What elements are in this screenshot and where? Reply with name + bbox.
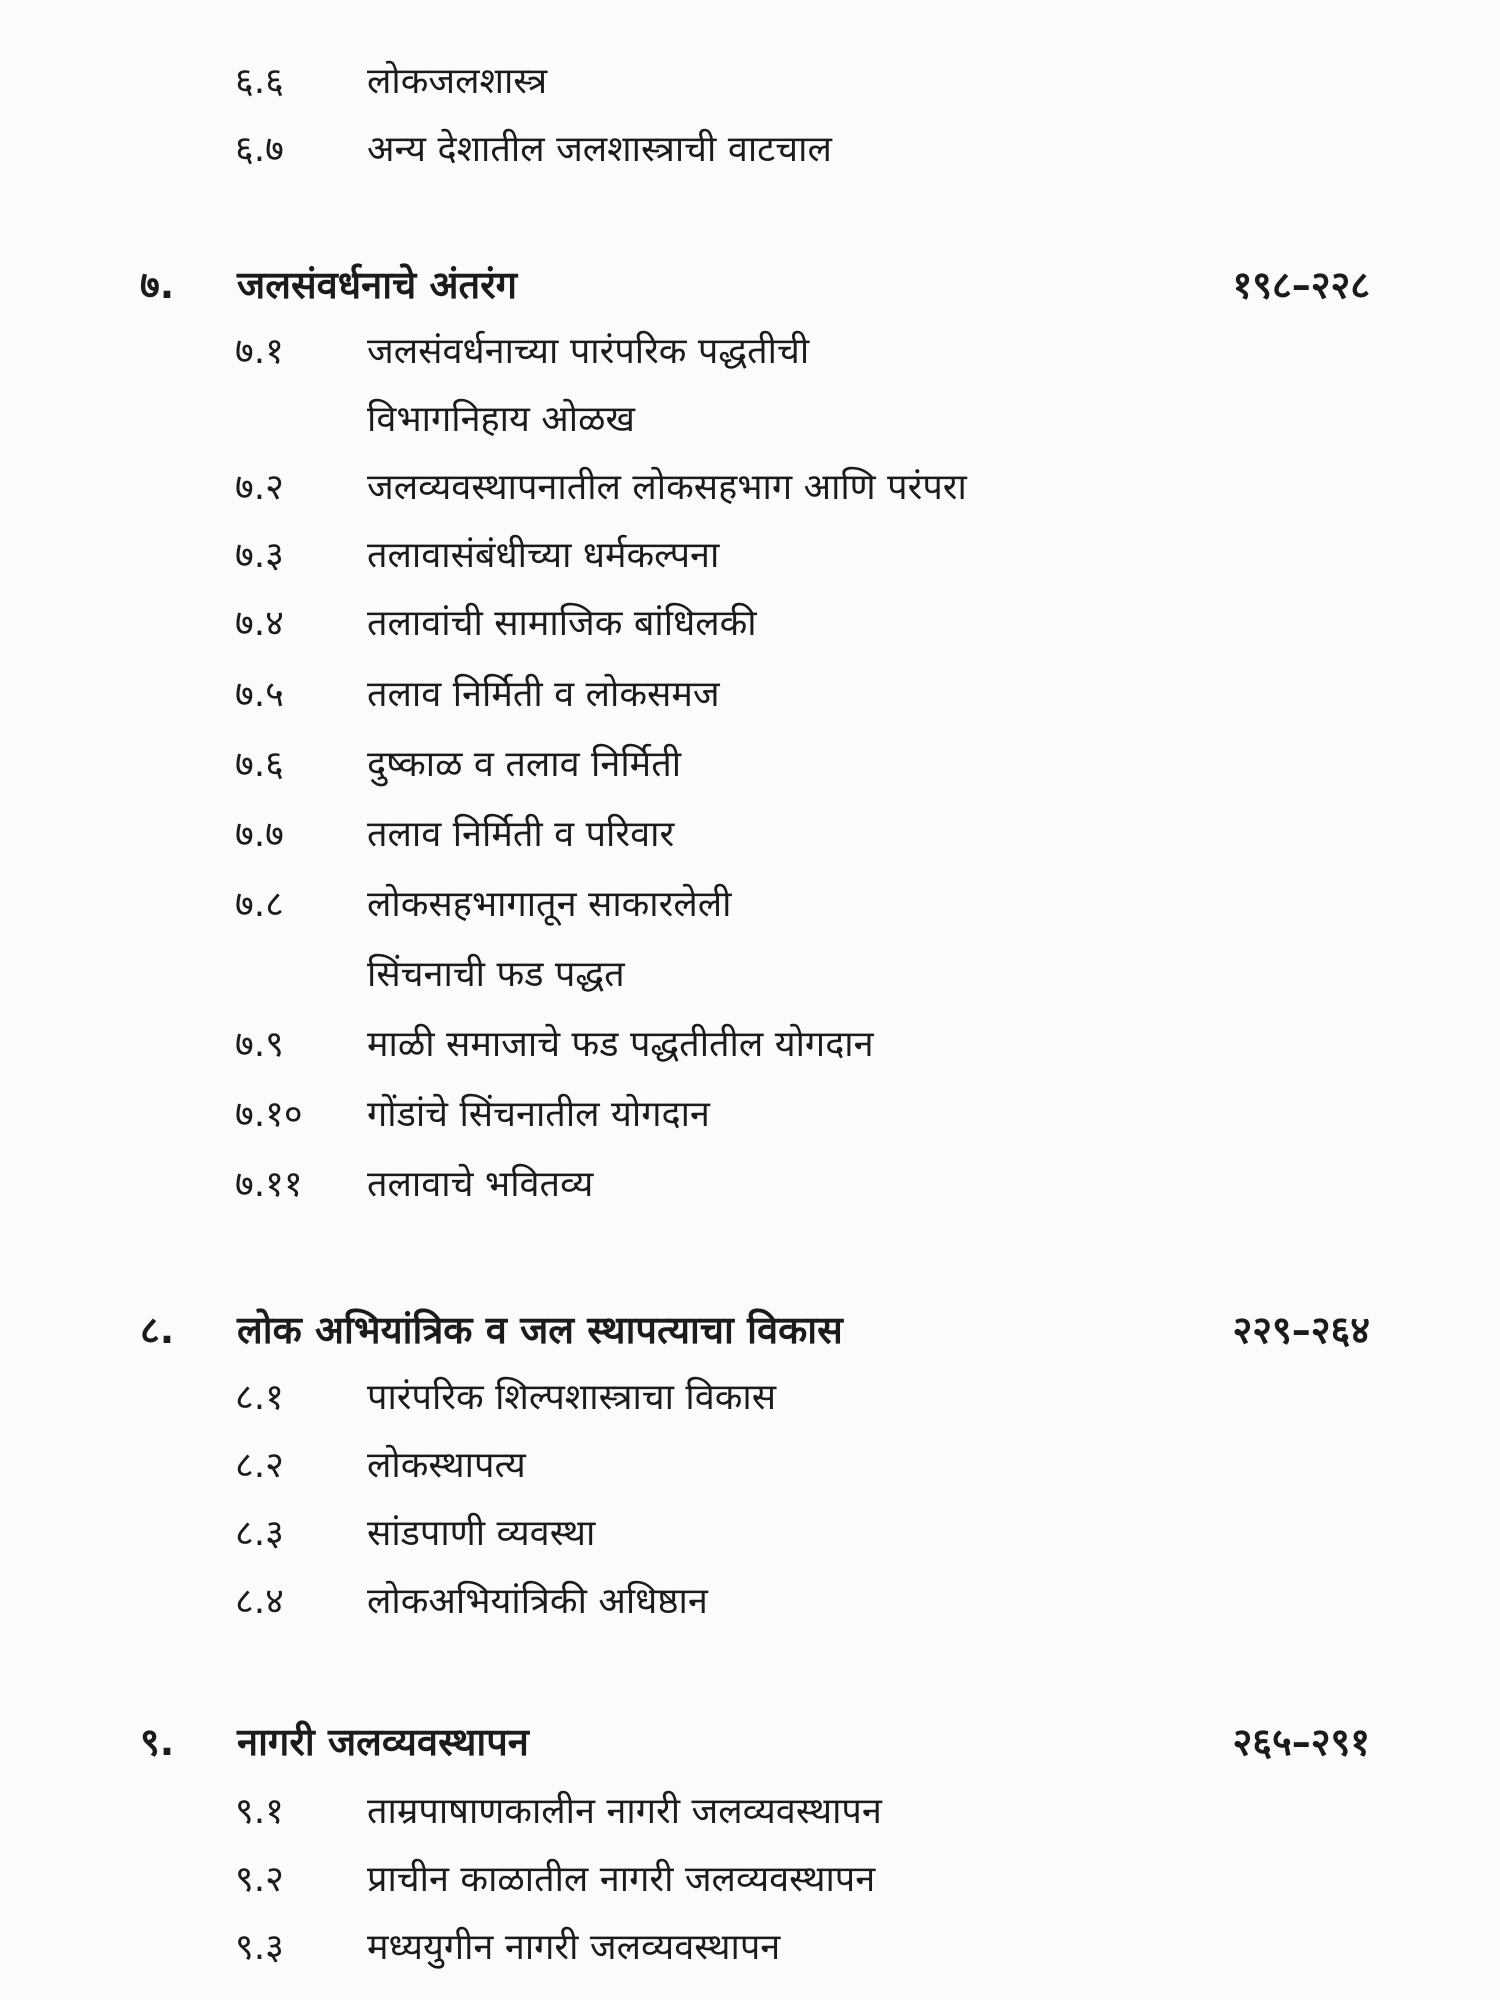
section-title: तलाव निर्मिती व लोकसमज	[367, 674, 720, 715]
chapter-number: ८.	[140, 1308, 175, 1352]
toc-entry-8-2	[235, 1436, 1365, 1496]
section-number: ८.३	[235, 1513, 284, 1554]
section-title-continued: सिंचनाची फड पद्धत	[367, 954, 625, 995]
toc-entry-8-1	[235, 1368, 1365, 1428]
toc-entry-6-6	[235, 52, 1365, 112]
chapter-title: नागरी जलव्यवस्थापन	[237, 1720, 529, 1764]
toc-entry-7-9	[235, 1015, 1365, 1075]
section-title: ताम्रपाषाणकालीन नागरी जलव्यवस्थापन	[367, 1791, 882, 1832]
chapter-title: लोक अभियांत्रिक व जल स्थापत्याचा विकास	[237, 1308, 843, 1352]
section-number: ६.७	[235, 129, 284, 170]
section-title: तलावाचे भवितव्य	[367, 1164, 594, 1205]
toc-entry-7-1	[235, 322, 1365, 382]
section-number: ७.९	[235, 1024, 284, 1065]
chapter-page-range: २६५–२९१	[1232, 1720, 1370, 1764]
section-number: ७.५	[235, 674, 284, 715]
toc-entry-7-2	[235, 458, 1365, 518]
section-title: सांडपाणी व्यवस्था	[367, 1513, 596, 1554]
chapter-page-range: २२९–२६४	[1232, 1308, 1370, 1352]
section-number: ७.४	[235, 603, 284, 644]
toc-entry-7-1-continued	[235, 390, 1365, 450]
section-title: माळी समाजाचे फड पद्धतीतील योगदान	[367, 1024, 874, 1065]
chapter-title: जलसंवर्धनाचे अंतरंग	[237, 263, 518, 307]
section-number: ८.२	[235, 1445, 284, 1486]
section-title: जलव्यवस्थापनातील लोकसहभाग आणि परंपरा	[367, 467, 967, 508]
section-number: ७.१०	[235, 1094, 303, 1135]
toc-entry-7-7	[235, 805, 1365, 865]
section-title: दुष्काळ व तलाव निर्मिती	[367, 744, 682, 785]
toc-entry-9-3	[235, 1918, 1365, 1978]
section-number: ८.४	[235, 1581, 284, 1622]
toc-entry-6-7	[235, 120, 1365, 180]
toc-chapter-9	[140, 1712, 1370, 1772]
toc-entry-9-1	[235, 1782, 1365, 1842]
toc-entry-7-8	[235, 875, 1365, 935]
section-title: लोकअभियांत्रिकी अधिष्ठान	[367, 1581, 708, 1622]
section-title: गोंडांचे सिंचनातील योगदान	[367, 1094, 710, 1135]
section-title: लोकसहभागातून साकारलेली	[367, 884, 732, 925]
section-title: तलाव निर्मिती व परिवार	[367, 814, 675, 855]
toc-entry-7-11	[235, 1155, 1365, 1215]
section-number: ६.६	[235, 61, 284, 102]
toc-entry-7-8-continued	[235, 945, 1365, 1005]
section-title: प्राचीन काळातील नागरी जलव्यवस्थापन	[367, 1859, 876, 1900]
toc-chapter-8	[140, 1300, 1370, 1360]
section-number: ७.३	[235, 535, 284, 576]
section-number: ७.१	[235, 331, 284, 372]
section-title: अन्य देशातील जलशास्त्राची वाटचाल	[367, 129, 832, 170]
toc-entry-7-6	[235, 735, 1365, 795]
toc-entry-7-3	[235, 526, 1365, 586]
section-number: ७.११	[235, 1164, 303, 1205]
section-title: लोकस्थापत्य	[367, 1445, 526, 1486]
toc-entry-7-10	[235, 1085, 1365, 1145]
section-number: ९.१	[235, 1791, 284, 1832]
section-number: ७.६	[235, 744, 284, 785]
section-number: ८.१	[235, 1377, 284, 1418]
toc-entry-7-4	[235, 594, 1365, 654]
section-title: लोकजलशास्त्र	[367, 61, 548, 102]
section-title-continued: विभागनिहाय ओळख	[367, 399, 635, 440]
chapter-number: ७.	[140, 263, 175, 307]
toc-entry-8-4	[235, 1572, 1365, 1632]
chapter-page-range: १९८–२२८	[1232, 263, 1370, 307]
section-title: मध्ययुगीन नागरी जलव्यवस्थापन	[367, 1927, 781, 1968]
chapter-number: ९.	[140, 1720, 175, 1764]
toc-entry-9-2	[235, 1850, 1365, 1910]
toc-chapter-7	[140, 255, 1370, 315]
section-title: तलावांची सामाजिक बांधिलकी	[367, 603, 757, 644]
section-number: ७.८	[235, 884, 284, 925]
section-number: ७.२	[235, 467, 284, 508]
section-number: ९.२	[235, 1859, 284, 1900]
section-number: ७.७	[235, 814, 284, 855]
section-title: तलावासंबंधीच्या धर्मकल्पना	[367, 535, 720, 576]
section-title: पारंपरिक शिल्पशास्त्राचा विकास	[367, 1377, 777, 1418]
toc-entry-8-3	[235, 1504, 1365, 1564]
toc-entry-7-5	[235, 665, 1365, 725]
section-number: ९.३	[235, 1927, 284, 1968]
section-title: जलसंवर्धनाच्या पारंपरिक पद्धतीची	[367, 331, 810, 372]
